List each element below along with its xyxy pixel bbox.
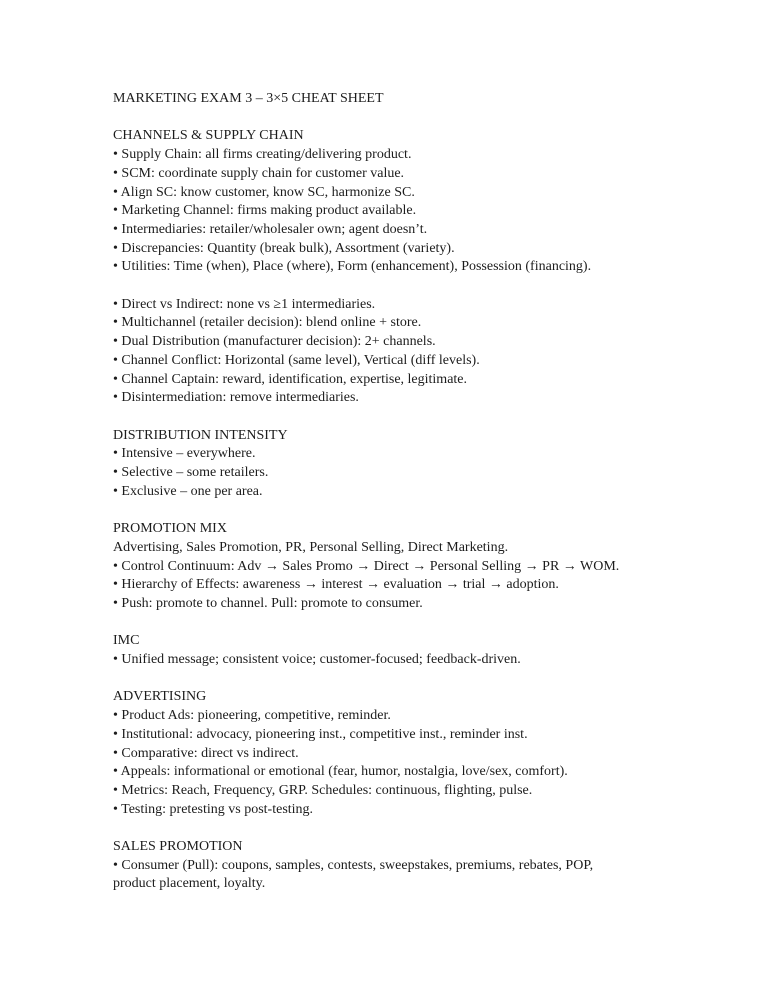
bullet-line: • SCM: coordinate supply chain for customer value.: [113, 165, 405, 181]
bullet-line: • Product Ads: pioneering, competitive, reminder.: [113, 708, 391, 724]
section-heading: CHANNELS & SUPPLY CHAIN: [113, 128, 304, 144]
section-sales-promotion: [113, 838, 658, 894]
bullet-line: • Institutional: advocacy, pioneering inst., competitive inst., reminder inst.: [113, 726, 528, 742]
bullet-line-continuation: product placement, loyalty.: [113, 876, 266, 892]
bullet-line: • Marketing Channel: firms making product available.: [113, 203, 417, 219]
bullet-line: • Multichannel (retailer decision): blend online + store.: [113, 315, 422, 331]
document-title: MARKETING EXAM 3 – 3×5 CHEAT SHEET: [113, 91, 384, 106]
section-heading: DISTRIBUTION INTENSITY: [113, 427, 288, 443]
section-channels-supply-chain: [113, 127, 658, 277]
bullet-line: • Consumer (Pull): coupons, samples, contests, sweepstakes, premiums, rebates, POP,: [113, 857, 594, 873]
section-heading: SALES PROMOTION: [113, 839, 243, 855]
section-imc: [113, 632, 658, 669]
bullet-line: • Discrepancies: Quantity (break bulk), Assortment (variety).: [113, 240, 455, 256]
bullet-line: • Direct vs Indirect: none vs ≥1 intermediaries.: [113, 296, 376, 312]
bullet-line: • Channel Conflict: Horizontal (same level), Vertical (diff levels).: [113, 352, 480, 368]
section-channel-structure: [113, 296, 658, 408]
bullet-line: • Supply Chain: all firms creating/delivering product.: [113, 147, 412, 163]
bullet-line: • Push: promote to channel. Pull: promote to consumer.: [113, 595, 423, 611]
bullet-line: • Control Continuum: Adv → Sales Promo → Direct → Personal Selling → PR → WOM.: [113, 558, 620, 574]
section-heading: PROMOTION MIX: [113, 521, 227, 537]
bullet-line: • Disintermediation: remove intermediaries.: [113, 390, 359, 406]
bullet-line: • Comparative: direct vs indirect.: [113, 745, 299, 761]
bullet-line: • Intermediaries: retailer/wholesaler own; agent doesn’t.: [113, 221, 428, 237]
bullet-line: • Utilities: Time (when), Place (where), Form (enhancement), Possession (financing).: [113, 259, 592, 275]
bullet-line: • Unified message; consistent voice; customer-focused; feedback-driven.: [113, 652, 521, 668]
section-heading: IMC: [113, 633, 140, 649]
section-heading: ADVERTISING: [113, 689, 207, 705]
bullet-line: • Hierarchy of Effects: awareness → interest → evaluation → trial → adoption.: [113, 577, 559, 593]
bullet-line: • Exclusive – one per area.: [113, 483, 263, 499]
bullet-line: • Appeals: informational or emotional (fear, humor, nostalgia, love/sex, comfort).: [113, 764, 568, 780]
bullet-line: • Metrics: Reach, Frequency, GRP. Schedules: continuous, flighting, pulse.: [113, 782, 533, 798]
bullet-line: • Selective – some retailers.: [113, 465, 269, 481]
document-body: [113, 90, 658, 894]
section-distribution-intensity: [113, 427, 658, 502]
section-promotion-mix: [113, 520, 658, 614]
section-advertising: [113, 688, 658, 819]
bullet-line: • Channel Captain: reward, identification, expertise, legitimate.: [113, 371, 468, 387]
bullet-line: • Testing: pretesting vs post-testing.: [113, 801, 314, 817]
bullet-line: • Intensive – everywhere.: [113, 446, 256, 462]
text-line: Advertising, Sales Promotion, PR, Personal Selling, Direct Marketing.: [113, 539, 509, 555]
bullet-line: • Align SC: know customer, know SC, harmonize SC.: [113, 184, 415, 200]
bullet-line: • Dual Distribution (manufacturer decision): 2+ channels.: [113, 334, 436, 350]
